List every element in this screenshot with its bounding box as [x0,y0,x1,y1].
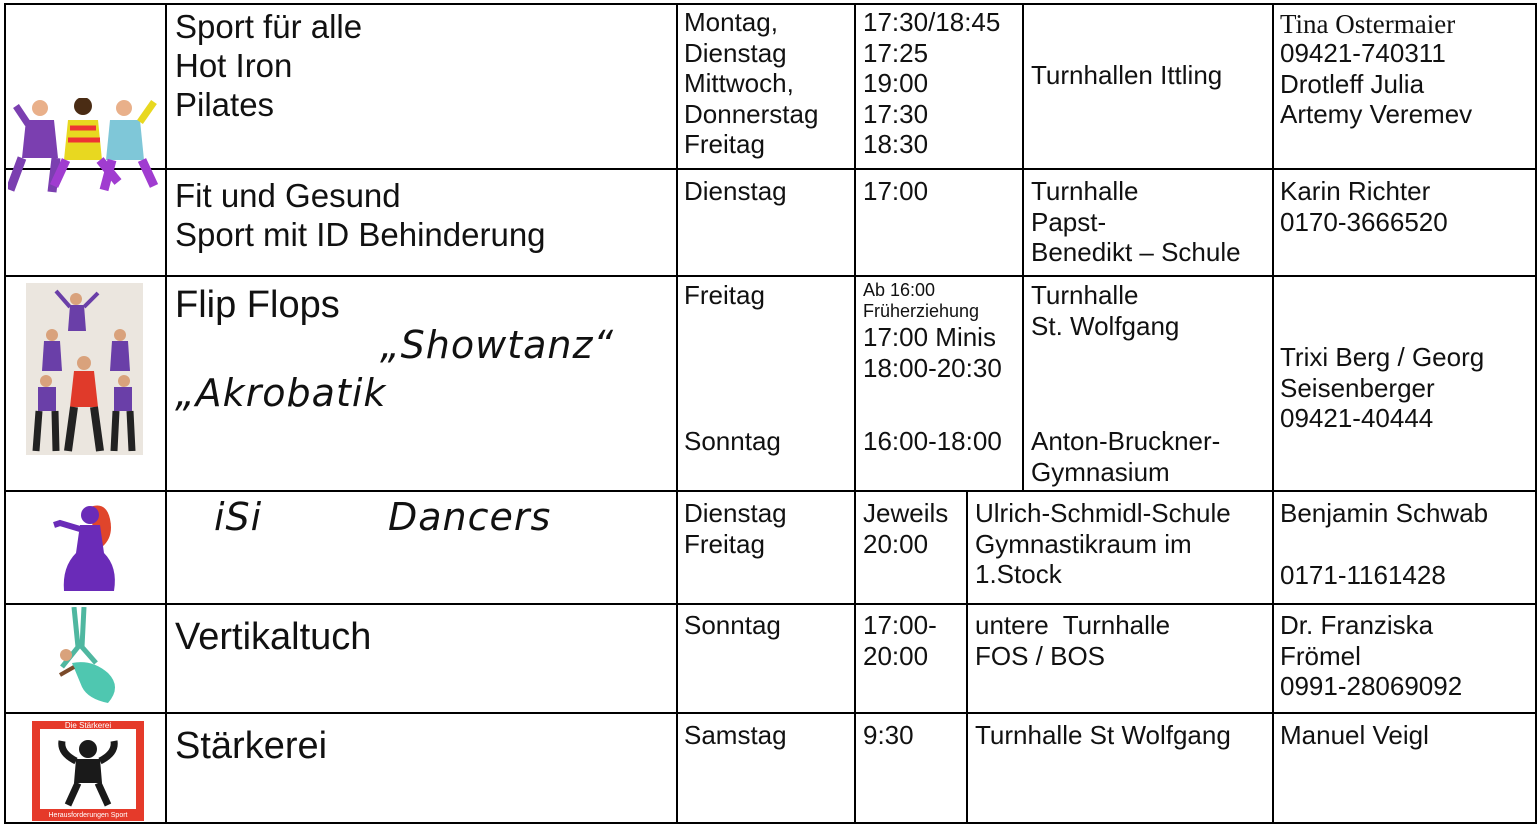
row-border [4,168,1537,170]
place-cell: untere Turnhalle FOS / BOS [975,610,1171,671]
days-cell: Dienstag Freitag [684,498,787,559]
activity-subtitle: „Showtanz“ [380,323,615,367]
contact-details: 09421-740311 Drotleff Julia Artemy Veremev [1280,38,1473,129]
contact-cell: Manuel Veigl [1280,720,1429,750]
dancer-silhouette-icon [50,497,120,591]
times-cell: Jeweils 20:00 [863,498,949,559]
contact-phone: 0171-1161428 [1280,559,1446,590]
times-note: Ab 16:00 Früherziehung [863,280,980,321]
row-border [4,275,1537,277]
activity-name: Vertikaltuch [175,616,372,658]
activity-name: Fit und Gesund [175,177,401,214]
times-cell: 9:30 [863,720,914,750]
logo-inner [40,729,136,809]
col-border [165,3,167,824]
row-border-bottom [4,822,1537,824]
days-cell: Sonntag [684,426,781,456]
row-border-top [4,3,1537,5]
days-cell: Sonntag [684,610,781,640]
place-cell: Turnhalle St Wolfgang [975,720,1231,750]
activity-title: Flip Flops [175,284,340,326]
col-border [854,3,856,824]
times-cell: 17:00- 20:00 [863,610,937,671]
contact-name: Benjamin Schwab [1280,498,1489,528]
activity-name: Pilates [175,86,275,123]
contact-cell [1280,10,1533,130]
activity-name: Dancers [388,495,552,539]
col-border [1022,3,1024,490]
activity-cell [175,176,670,254]
col-border [966,490,968,824]
activity-name: Hot Iron [175,47,293,84]
contact-cell: Dr. Franziska Frömel 0991-28069092 [1280,610,1463,701]
place-cell: Turnhalle Papst- Benedikt – Schule [1031,176,1241,267]
times-cell: 17:30/18:45 17:25 19:00 17:30 18:30 [863,7,1001,159]
col-border [1272,3,1274,824]
place-cell: Ulrich-Schmidl-Schule Gymnastikraum im 1.Stock [975,498,1231,589]
contact-cell [1280,498,1533,590]
activity-name: Sport für alle [175,8,363,45]
activity-subtitle: „Akrobatik [175,371,387,415]
col-border [4,3,6,824]
times-cell: 17:00 [863,176,929,206]
place-cell: Turnhalle St. Wolfgang [1031,280,1180,341]
aerial-silk-icon [48,607,124,707]
row-border [4,490,1537,492]
activity-name: Stärkerei [175,725,328,767]
activity-name: iSi [214,495,263,539]
place-cell: Turnhallen Ittling [1031,60,1223,90]
row-border [4,712,1537,714]
activity-name: Sport mit ID Behinderung [175,216,546,253]
col-border [1535,3,1537,824]
contact-cell: Trixi Berg / Georg Seisenberger 09421-40444 [1280,342,1485,433]
contact-name: Tina Ostermaier [1280,9,1456,39]
dancers-group-icon [8,98,158,196]
place-cell: Anton-Bruckner- Gymnasium [1031,426,1221,487]
activity-cell [175,7,670,124]
days-cell: Samstag [684,720,787,750]
activity-cell [175,283,670,483]
days-cell: Montag, Dienstag Mittwoch, Donnerstag Freitag [684,7,819,159]
acrobatics-pyramid-icon [26,283,143,455]
times-cell: 16:00-18:00 [863,426,1002,456]
contact-cell: Karin Richter 0170-3666520 [1280,176,1448,237]
strongman-logo-icon [32,721,144,821]
logo-text-top: Die Stärkerei [64,721,112,730]
days-cell: Dienstag [684,176,787,206]
days-cell: Freitag [684,280,765,310]
times-cell: 17:00 Minis 18:00-20:30 [863,322,1002,383]
row-border [4,603,1537,605]
col-border [676,3,678,824]
logo-text-bottom: Herausforderungen Sport [48,812,128,819]
